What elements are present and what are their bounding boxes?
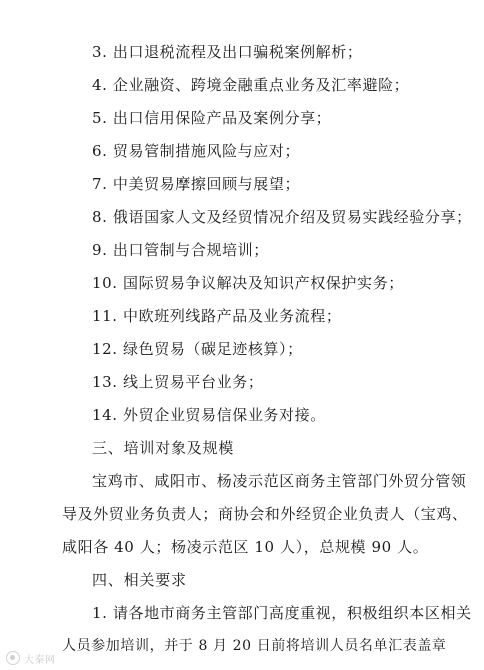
section-3-line-3: 咸阳各 40 人；杨凌示范区 10 人），总规模 90 人。 <box>62 538 429 556</box>
section-3-heading: 三、培训对象及规模 <box>92 439 235 457</box>
watermark <box>6 650 56 666</box>
requirement-1-line-2: 人员参加培训，并于 8 月 20 日前将培训人员名单汇表盖章 <box>62 638 447 654</box>
section-3-line-1: 宝鸡市、咸阳市、杨凌示范区商务主管部门外贸分管领 <box>92 472 467 490</box>
list-item-6: 6. 贸易管制措施风险与应对； <box>92 142 301 160</box>
list-item-14: 14. 外贸企业贸易信保业务对接。 <box>92 406 326 424</box>
requirement-1-line-1: 1. 请各地市商务主管部门高度重视，积极组织本区相关 <box>92 604 472 622</box>
list-item-12: 12. 绿色贸易（碳足迹核算）； <box>92 340 303 358</box>
watermark-text: 大秦网 <box>24 654 56 666</box>
section-4-heading: 四、相关要求 <box>92 571 187 589</box>
section-3-line-2: 导及外贸业务负责人；商协会和外经贸企业负责人（宝鸡、 <box>62 505 468 523</box>
list-item-3: 3. 出口退税流程及出口骗税案例解析； <box>92 43 363 61</box>
list-item-11: 11. 中欧班列线路产品及业务流程； <box>92 307 342 325</box>
logo-icon <box>6 651 20 665</box>
list-item-9: 9. 出口管制与合规培训； <box>92 241 269 259</box>
list-item-4: 4. 企业融资、跨境金融重点业务及汇率避险； <box>92 76 410 94</box>
list-item-10: 10. 国际贸易争议解决及知识产权保护实务； <box>92 274 404 292</box>
list-item-7: 7. 中美贸易摩擦回顾与展望； <box>92 175 301 193</box>
list-item-13: 13. 线上贸易平台业务； <box>92 373 264 391</box>
list-item-5: 5. 出口信用保险产品及案例分享； <box>92 109 332 127</box>
list-item-8: 8. 俄语国家人文及经贸情况介绍及贸易实践经验分享； <box>92 208 472 226</box>
